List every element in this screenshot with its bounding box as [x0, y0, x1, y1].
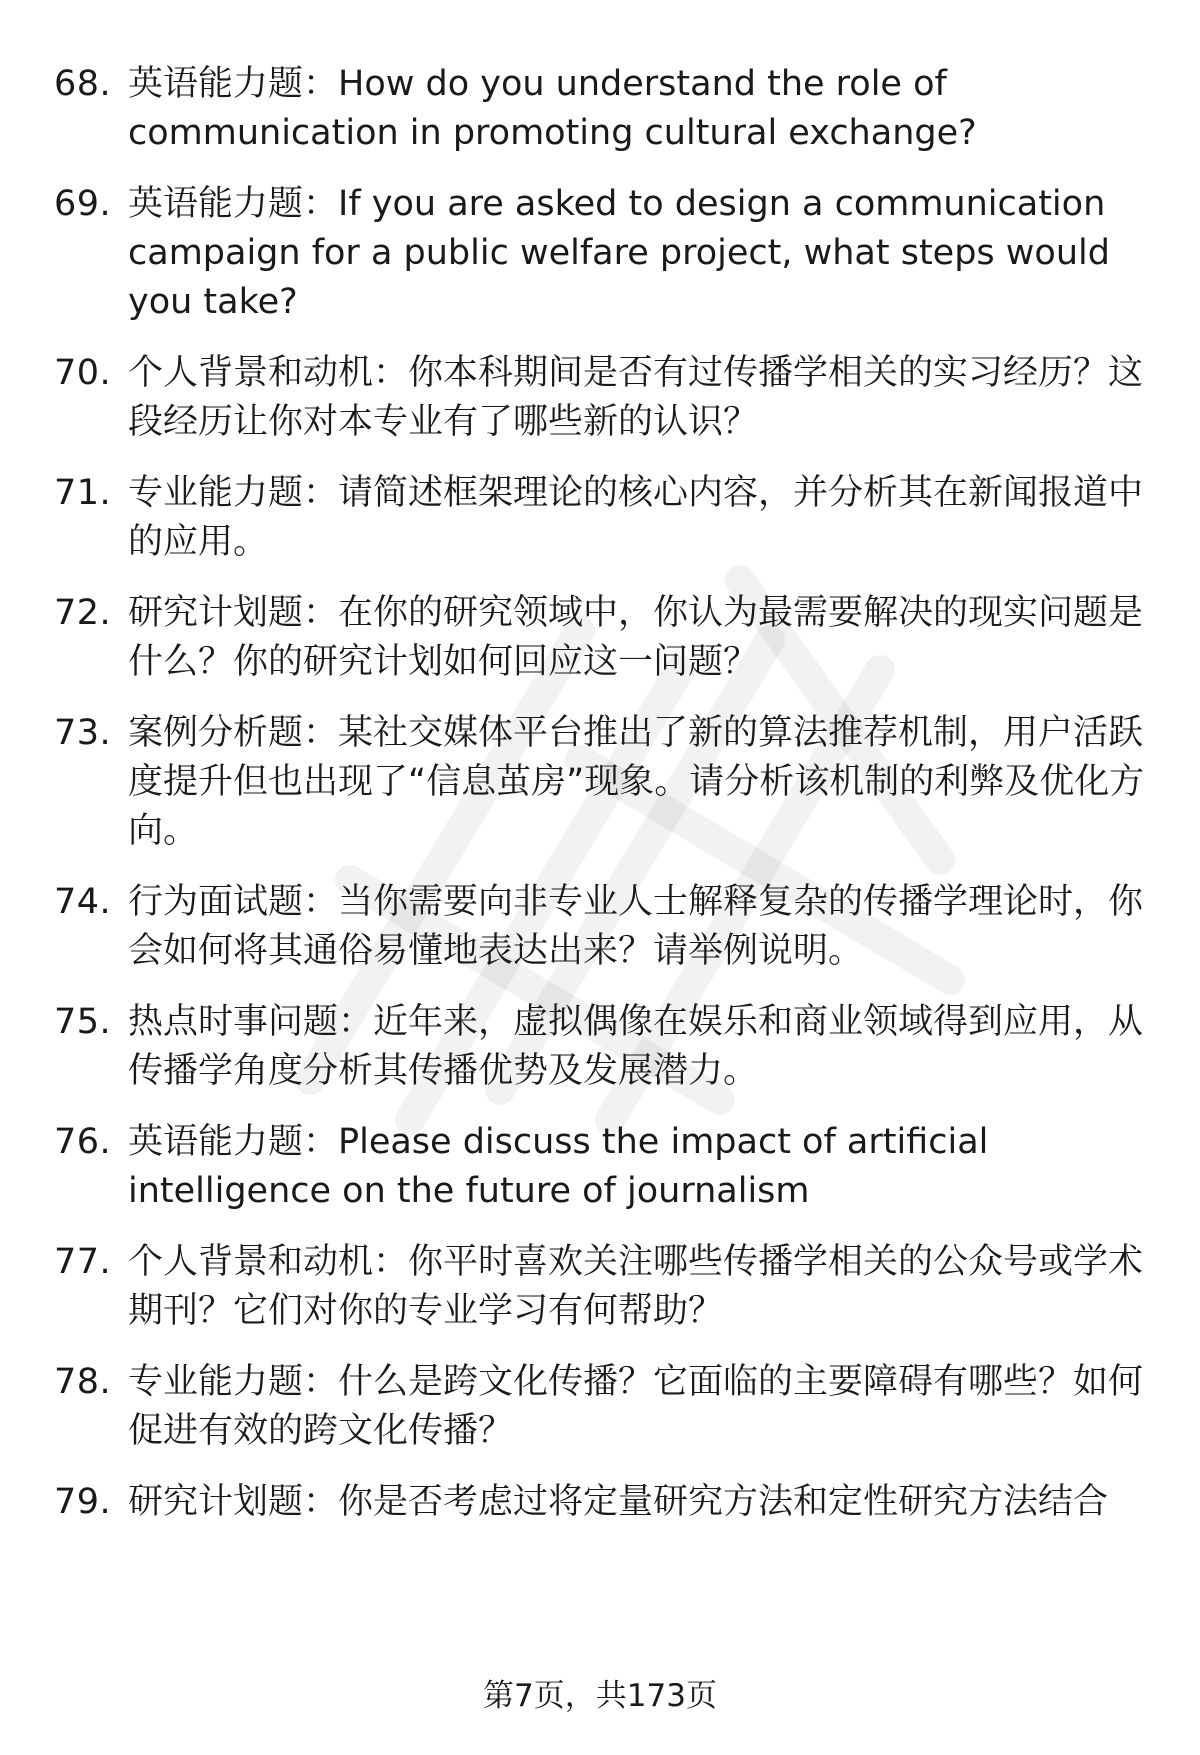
question-list	[54, 60, 1154, 1549]
question-number: 72.	[54, 593, 112, 633]
question-text: 热点时事问题：近年来，虚拟偶像在娱乐和商业领域得到应用，从传播学角度分析其传播优势及发展潜力。	[128, 1002, 1144, 1091]
question-text: 英语能力题：How do you understand the role of communication in promoting cultural exchange?	[128, 64, 977, 153]
question-number: 71.	[54, 473, 112, 513]
question-number: 79.	[54, 1482, 112, 1522]
question-item-74	[54, 878, 1154, 976]
question-item-76	[54, 1118, 1154, 1216]
question-number: 74.	[54, 882, 112, 922]
question-item-79	[54, 1478, 1154, 1527]
question-text: 行为面试题：当你需要向非专业人士解释复杂的传播学理论时，你会如何将其通俗易懂地表达出来？请举例说明。	[128, 882, 1144, 971]
question-item-77	[54, 1238, 1154, 1336]
question-item-72	[54, 589, 1154, 687]
question-number: 76.	[54, 1122, 112, 1162]
question-text: 英语能力题：Please discuss the impact of artificial intelligence on the future of journalism	[128, 1122, 989, 1211]
page-number-footer: 第7页，共173页	[483, 1678, 717, 1714]
question-number: 69.	[54, 184, 112, 224]
question-item-75	[54, 998, 1154, 1096]
question-text: 专业能力题：请简述框架理论的核心内容，并分析其在新闻报道中的应用。	[128, 473, 1144, 562]
question-number: 68.	[54, 64, 112, 104]
question-item-71	[54, 469, 1154, 567]
question-item-69	[54, 180, 1154, 327]
question-text: 案例分析题：某社交媒体平台推出了新的算法推荐机制，用户活跃度提升但也出现了“信息茧房”现象。请分析该机制的利弊及优化方向。	[128, 713, 1145, 851]
question-number: 73.	[54, 713, 112, 753]
question-item-73	[54, 709, 1154, 856]
question-text: 个人背景和动机：你本科期间是否有过传播学相关的实习经历？这段经历让你对本专业有了哪些新的认识？	[128, 353, 1144, 442]
question-number: 78.	[54, 1362, 112, 1402]
question-number: 77.	[54, 1242, 112, 1282]
question-text: 研究计划题：在你的研究领域中，你认为最需要解决的现实问题是什么？你的研究计划如何回应这一问题？	[128, 593, 1144, 682]
question-text: 研究计划题：你是否考虑过将定量研究方法和定性研究方法结合	[128, 1482, 1109, 1522]
question-text: 英语能力题：If you are asked to design a communication campaign for a public welfare project, what steps would you take?	[128, 184, 1110, 322]
question-item-70	[54, 349, 1154, 447]
question-text: 个人背景和动机：你平时喜欢关注哪些传播学相关的公众号或学术期刊？它们对你的专业学习有何帮助？	[128, 1242, 1144, 1331]
question-number: 75.	[54, 1002, 112, 1042]
question-item-68	[54, 60, 1154, 158]
question-item-78	[54, 1358, 1154, 1456]
question-text: 专业能力题：什么是跨文化传播？它面临的主要障碍有哪些？如何促进有效的跨文化传播？	[128, 1362, 1144, 1451]
question-number: 70.	[54, 353, 112, 393]
